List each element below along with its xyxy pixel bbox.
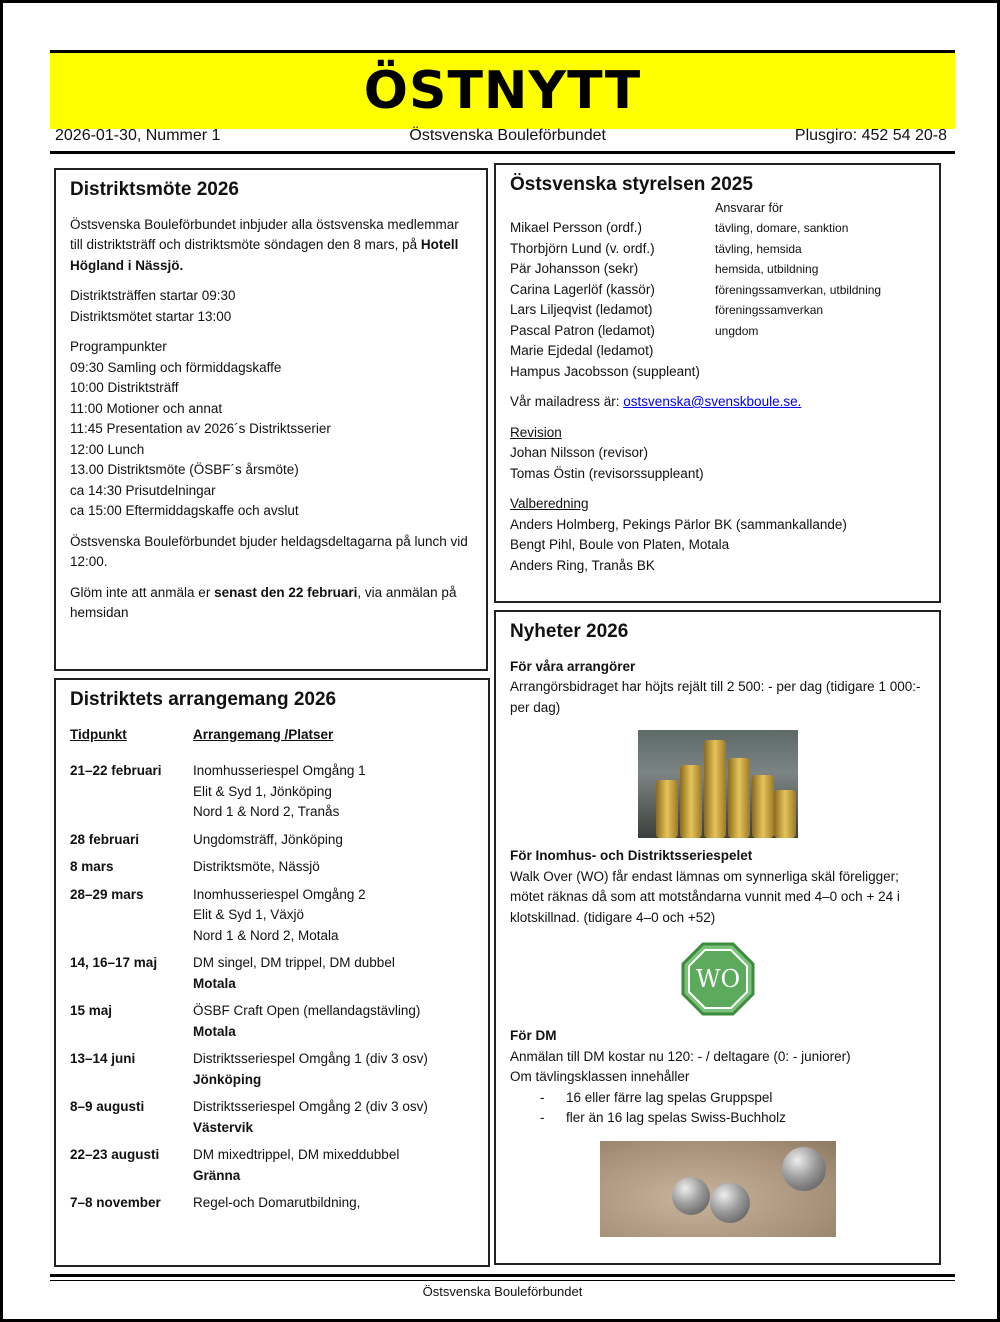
distriktsmote-intro: Östsvenska Bouleförbundet inbjuder alla östsvenska medlemmar till distriktsträff och distriktsmöte söndagen den 8 mars, på Hotell Högland i Nässjö.: [70, 216, 459, 273]
board-list: [510, 218, 925, 382]
board-member: Carina Lagerlöf (kassör) föreningssamverkan, utbildning: [510, 281, 882, 297]
wo-badge: [681, 942, 755, 1016]
program-item: 09:30 Samling och förmiddagskaffe: [70, 359, 282, 375]
organization-name: Östsvenska Bouleförbundet: [409, 127, 606, 144]
valberedning-heading: Valberedning: [510, 496, 589, 511]
event-row: 7–8 november Regel-och Domarutbildning,: [70, 1195, 361, 1210]
arrangemang-box: [54, 678, 490, 1267]
program-item: ca 14:30 Prisutdelningar: [70, 482, 216, 498]
footer-rule: [50, 1274, 955, 1277]
masthead: [50, 50, 955, 129]
arr-heading: För våra arrangörer: [510, 658, 636, 674]
program-item: 13.00 Distriktsmöte (ÖSBF´s årsmöte): [70, 462, 299, 477]
events-header: [70, 725, 474, 746]
distriktsmote-box: [54, 168, 488, 671]
responsibility-heading: Ansvarar för: [715, 200, 784, 215]
footer-text: Östsvenska Bouleförbundet: [422, 1284, 583, 1299]
mail-line: Vår mailadress är: ostsvenska@svenskboule.se.: [510, 394, 802, 409]
valberedning-list: Valberedning Anders Holmberg, Pekings Pärlor BK (sammankallande) Bengt Pihl, Boule von Platen, Motala Anders Ring, Tranås BK: [510, 494, 925, 576]
program-item: 11:45 Presentation av 2026´s Distriktsserier: [70, 421, 331, 436]
dm-list-item: - 16 eller färre lag spelas Gruppspel: [540, 1088, 925, 1109]
col-event: Arrangemang /Platser: [193, 726, 334, 742]
board-member: Pär Johansson (sekr) hemsida, utbildning: [510, 261, 819, 276]
nyheter-box: [494, 610, 941, 1265]
board-member: Pascal Patron (ledamot) ungdom: [510, 322, 759, 338]
nyheter-heading: Nyheter 2026: [510, 621, 629, 642]
dm-heading: För DM: [510, 1028, 557, 1043]
masthead-subline: [55, 127, 947, 145]
registration-reminder: Glöm inte att anmäla er senast den 22 februari, via anmälan på hemsidan: [70, 584, 457, 620]
header-rule: [50, 151, 955, 154]
board-member: Hampus Jacobsson (suppleant): [510, 363, 700, 379]
program-list: [70, 337, 472, 522]
program-item: ca 15:00 Eftermiddagskaffe och avslut: [70, 503, 299, 518]
event-row: 8–9 augusti Distriktsseriespel Omgång 2 (div 3 osv) Västervik: [70, 1099, 428, 1135]
program-heading: Programpunkter: [70, 339, 167, 354]
program-item: 12:00 Lunch: [70, 441, 145, 457]
event-row: 15 maj ÖSBF Craft Open (mellandagstävling) Motala: [70, 1003, 421, 1039]
event-row: 8 mars Distriktsmöte, Nässjö: [70, 859, 320, 874]
plusgiro: Plusgiro: 452 54 20-8: [794, 127, 947, 144]
wo-label: WO: [695, 965, 740, 993]
event-row: 28–29 mars Inomhusseriespel Omgång 2 Elit & Syd 1, Växjö Nord 1 & Nord 2, Motala: [70, 886, 366, 943]
program-item: 10:00 Distriktsträff: [70, 380, 179, 395]
dm-list: [540, 1088, 925, 1129]
boule-balls-image: [600, 1141, 836, 1237]
footer-rule-thin: [50, 1280, 955, 1281]
board-member: Marie Ejdedal (ledamot): [510, 343, 654, 358]
coins-image: [638, 730, 798, 838]
event-row: 28 februari Ungdomsträff, Jönköping: [70, 831, 343, 847]
distriktsmote-heading: Distriktsmöte 2026: [70, 179, 239, 200]
issue-date: 2026-01-30, Nummer 1: [55, 127, 221, 144]
event-row: 21–22 februari Inomhusseriespel Omgång 1 Elit & Syd 1, Jönköping Nord 1 & Nord 2, Tranås: [70, 763, 366, 819]
event-row: 13–14 juni Distriktsseriespel Omgång 1 (div 3 osv) Jönköping: [70, 1051, 428, 1087]
dm-text-2: Om tävlingsklassen innehåller: [510, 1069, 690, 1084]
revision-heading: Revision: [510, 424, 562, 440]
board-member: Lars Liljeqvist (ledamot) föreningssamverkan: [510, 302, 824, 317]
arr-text: Arrangörsbidraget har höjts rejält till 2 500: - per dag (tidigare 1 000:- per dag): [510, 679, 921, 715]
event-row: 22–23 augusti DM mixedtrippel, DM mixeddubbel Gränna: [70, 1147, 400, 1183]
revision-list: Revision Johan Nilsson (revisor) Tomas Östin (revisorssuppleant): [510, 423, 925, 485]
styrelsen-heading: Östsvenska styrelsen 2025: [510, 174, 753, 195]
start-times: Distriktsträffen startar 09:30 Distriktsmötet startar 13:00: [70, 288, 236, 324]
lunch-note: Östsvenska Bouleförbundet bjuder heldagsdeltagarna på lunch vid 12:00.: [70, 533, 468, 569]
arrangemang-heading: Distriktets arrangemang 2026: [70, 689, 337, 710]
dm-list-item: - fler än 16 lag spelas Swiss-Buchholz: [540, 1108, 925, 1129]
inom-text: Walk Over (WO) får endast lämnas om synnerliga skäl föreligger; mötet räknas då som att motståndarna vunnit med 4–0 och + 24 i klotskillnad. (tidigare 4–0 och +52): [510, 868, 900, 925]
mail-link[interactable]: ostsvenska@svenskboule.se.: [623, 394, 802, 409]
program-item: 11:00 Motioner och annat: [70, 400, 223, 416]
col-date: Tidpunkt: [70, 726, 127, 742]
inom-heading: För Inomhus- och Distriktsseriespelet: [510, 848, 753, 863]
board-member: Thorbjörn Lund (v. ordf.) tävling, hemsida: [510, 240, 802, 256]
newsletter-title: ÖSTNYTT: [363, 61, 642, 121]
event-row: 14, 16–17 maj DM singel, DM trippel, DM dubbel Motala: [70, 955, 395, 991]
dm-text-1: Anmälan till DM kostar nu 120: - / deltagare (0: - juniorer): [510, 1048, 851, 1064]
styrelsen-box: [494, 163, 941, 603]
board-member: Mikael Persson (ordf.) tävling, domare, sanktion: [510, 220, 849, 235]
